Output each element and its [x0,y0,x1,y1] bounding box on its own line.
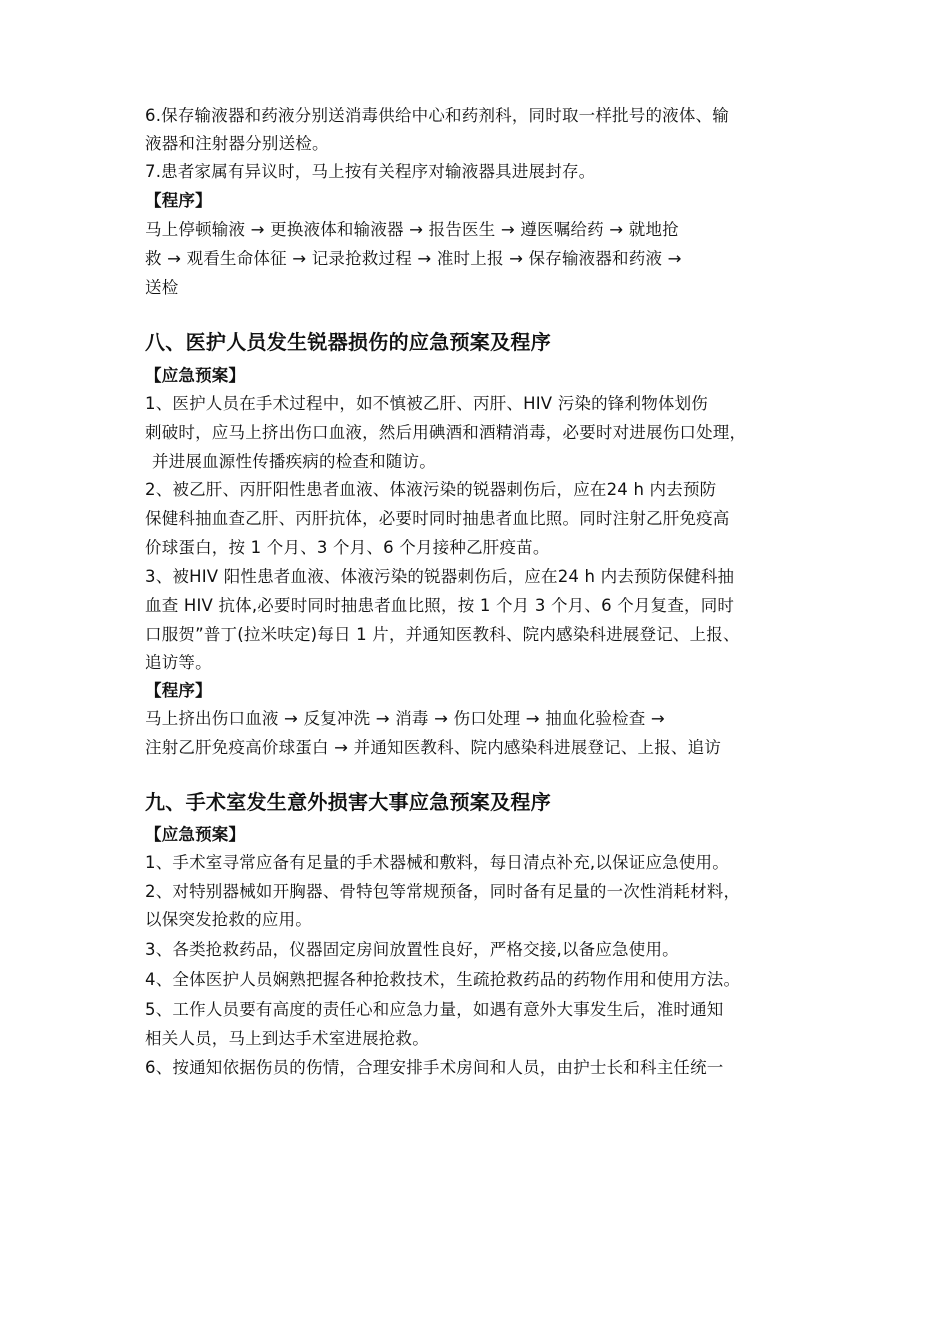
label-procedure-8: 【程序】 [145,681,212,700]
text-line-s8-item1-b: 刺破时，应马上挤出伤口血液，然后用碘酒和酒精消毒，必要时对进展伤口处理， [145,423,747,442]
text-line-s9-item5-b: 相关人员，马上到达手术室进展抢救。 [145,1029,429,1048]
text-line-s8-item3-b: 血查 HIV 抗体,必要时同时抽患者血比照，按 1 个月 3 个月、6 个月复查，同时 [145,596,735,615]
text-line-s9-item1: 1、手术室寻常应备有足量的手术器械和敷料，每日清点补充,以保证应急使用。 [145,853,729,872]
text-line-item6-b: 液器和注射器分别送检。 [145,134,329,153]
procedure-flow-8-a: 马上挤出伤口血液 → 反复冲洗 → 消毒 → 伤口处理 → 抽血化验检查 → [145,709,665,728]
procedure-flow-1-a: 马上停顿输液 → 更换液体和输液器 → 报告医生 → 遵医嘱给药 → 就地抢 [145,220,679,239]
text-line-s9-item6: 6、按通知依据伤员的伤情，合理安排手术房间和人员，由护士长和科主任统一 [145,1058,724,1077]
text-line-s8-item2-c: 价球蛋白，按 1 个月、3 个月、6 个月接种乙肝疫苗。 [145,538,550,557]
procedure-flow-8-b: 注射乙肝免疫高价球蛋白 → 并通知医教科、院内感染科进展登记、上报、追访 [145,738,722,757]
text-line-s8-item2-b: 保健科抽血查乙肝、丙肝抗体，必要时同时抽患者血比照。同时注射乙肝免疫高 [145,509,730,528]
text-line-s9-item4: 4、全体医护人员娴熟把握各种抢救技术，生疏抢救药品的药物作用和使用方法。 [145,970,741,989]
procedure-flow-1-c: 送检 [145,278,179,297]
text-line-s8-item1-a: 1、医护人员在手术过程中，如不慎被乙肝、丙肝、HIV 污染的锋利物体划伤 [145,394,709,413]
label-procedure-1: 【程序】 [145,191,212,210]
text-line-s8-item3-c: 口服贺”普丁(拉米呋定)每日 1 片，并通知医教科、院内感染科进展登记、上报、 [145,625,740,644]
text-line-item6-a: 6.保存输液器和药液分别送消毒供给中心和药剂科，同时取一样批号的液体、输 [145,106,729,125]
text-line-s9-item2-a: 2、对特别器械如开胸器、骨特包等常规预备，同时备有足量的一次性消耗材料， [145,882,741,901]
text-line-item7: 7.患者家属有异议时，马上按有关程序对输液器具进展封存。 [145,162,596,181]
text-line-s8-item3-a: 3、被HIV 阳性患者血液、体液污染的锐器刺伤后，应在24 h 内去预防保健科抽 [145,567,735,586]
procedure-flow-1-b: 救 → 观看生命体征 → 记录抢救过程 → 准时上报 → 保存输液器和药液 → [145,249,682,268]
text-line-s9-item5-a: 5、工作人员要有高度的责任心和应急力量，如遇有意外大事发生后，准时通知 [145,1000,724,1019]
text-line-s9-item3: 3、各类抢救药品，仪器固定房间放置性良好，严格交接,以备应急使用。 [145,940,679,959]
text-line-s8-item1-c: 并进展血源性传播疾病的检查和随访。 [152,452,436,471]
text-line-s8-item3-d: 追访等。 [145,653,212,672]
label-emergency-plan-8: 【应急预案】 [145,366,246,385]
text-line-s8-item2-a: 2、被乙肝、丙肝阳性患者血液、体液污染的锐器刺伤后，应在24 h 内去预防 [145,480,717,499]
text-line-s9-item2-b: 以保突发抢救的应用。 [145,910,312,929]
section-heading-9: 九、手术室发生意外损害大事应急预案及程序 [145,790,551,814]
label-emergency-plan-9: 【应急预案】 [145,825,246,844]
section-heading-8: 八、医护人员发生锐器损伤的应急预案及程序 [145,330,551,354]
